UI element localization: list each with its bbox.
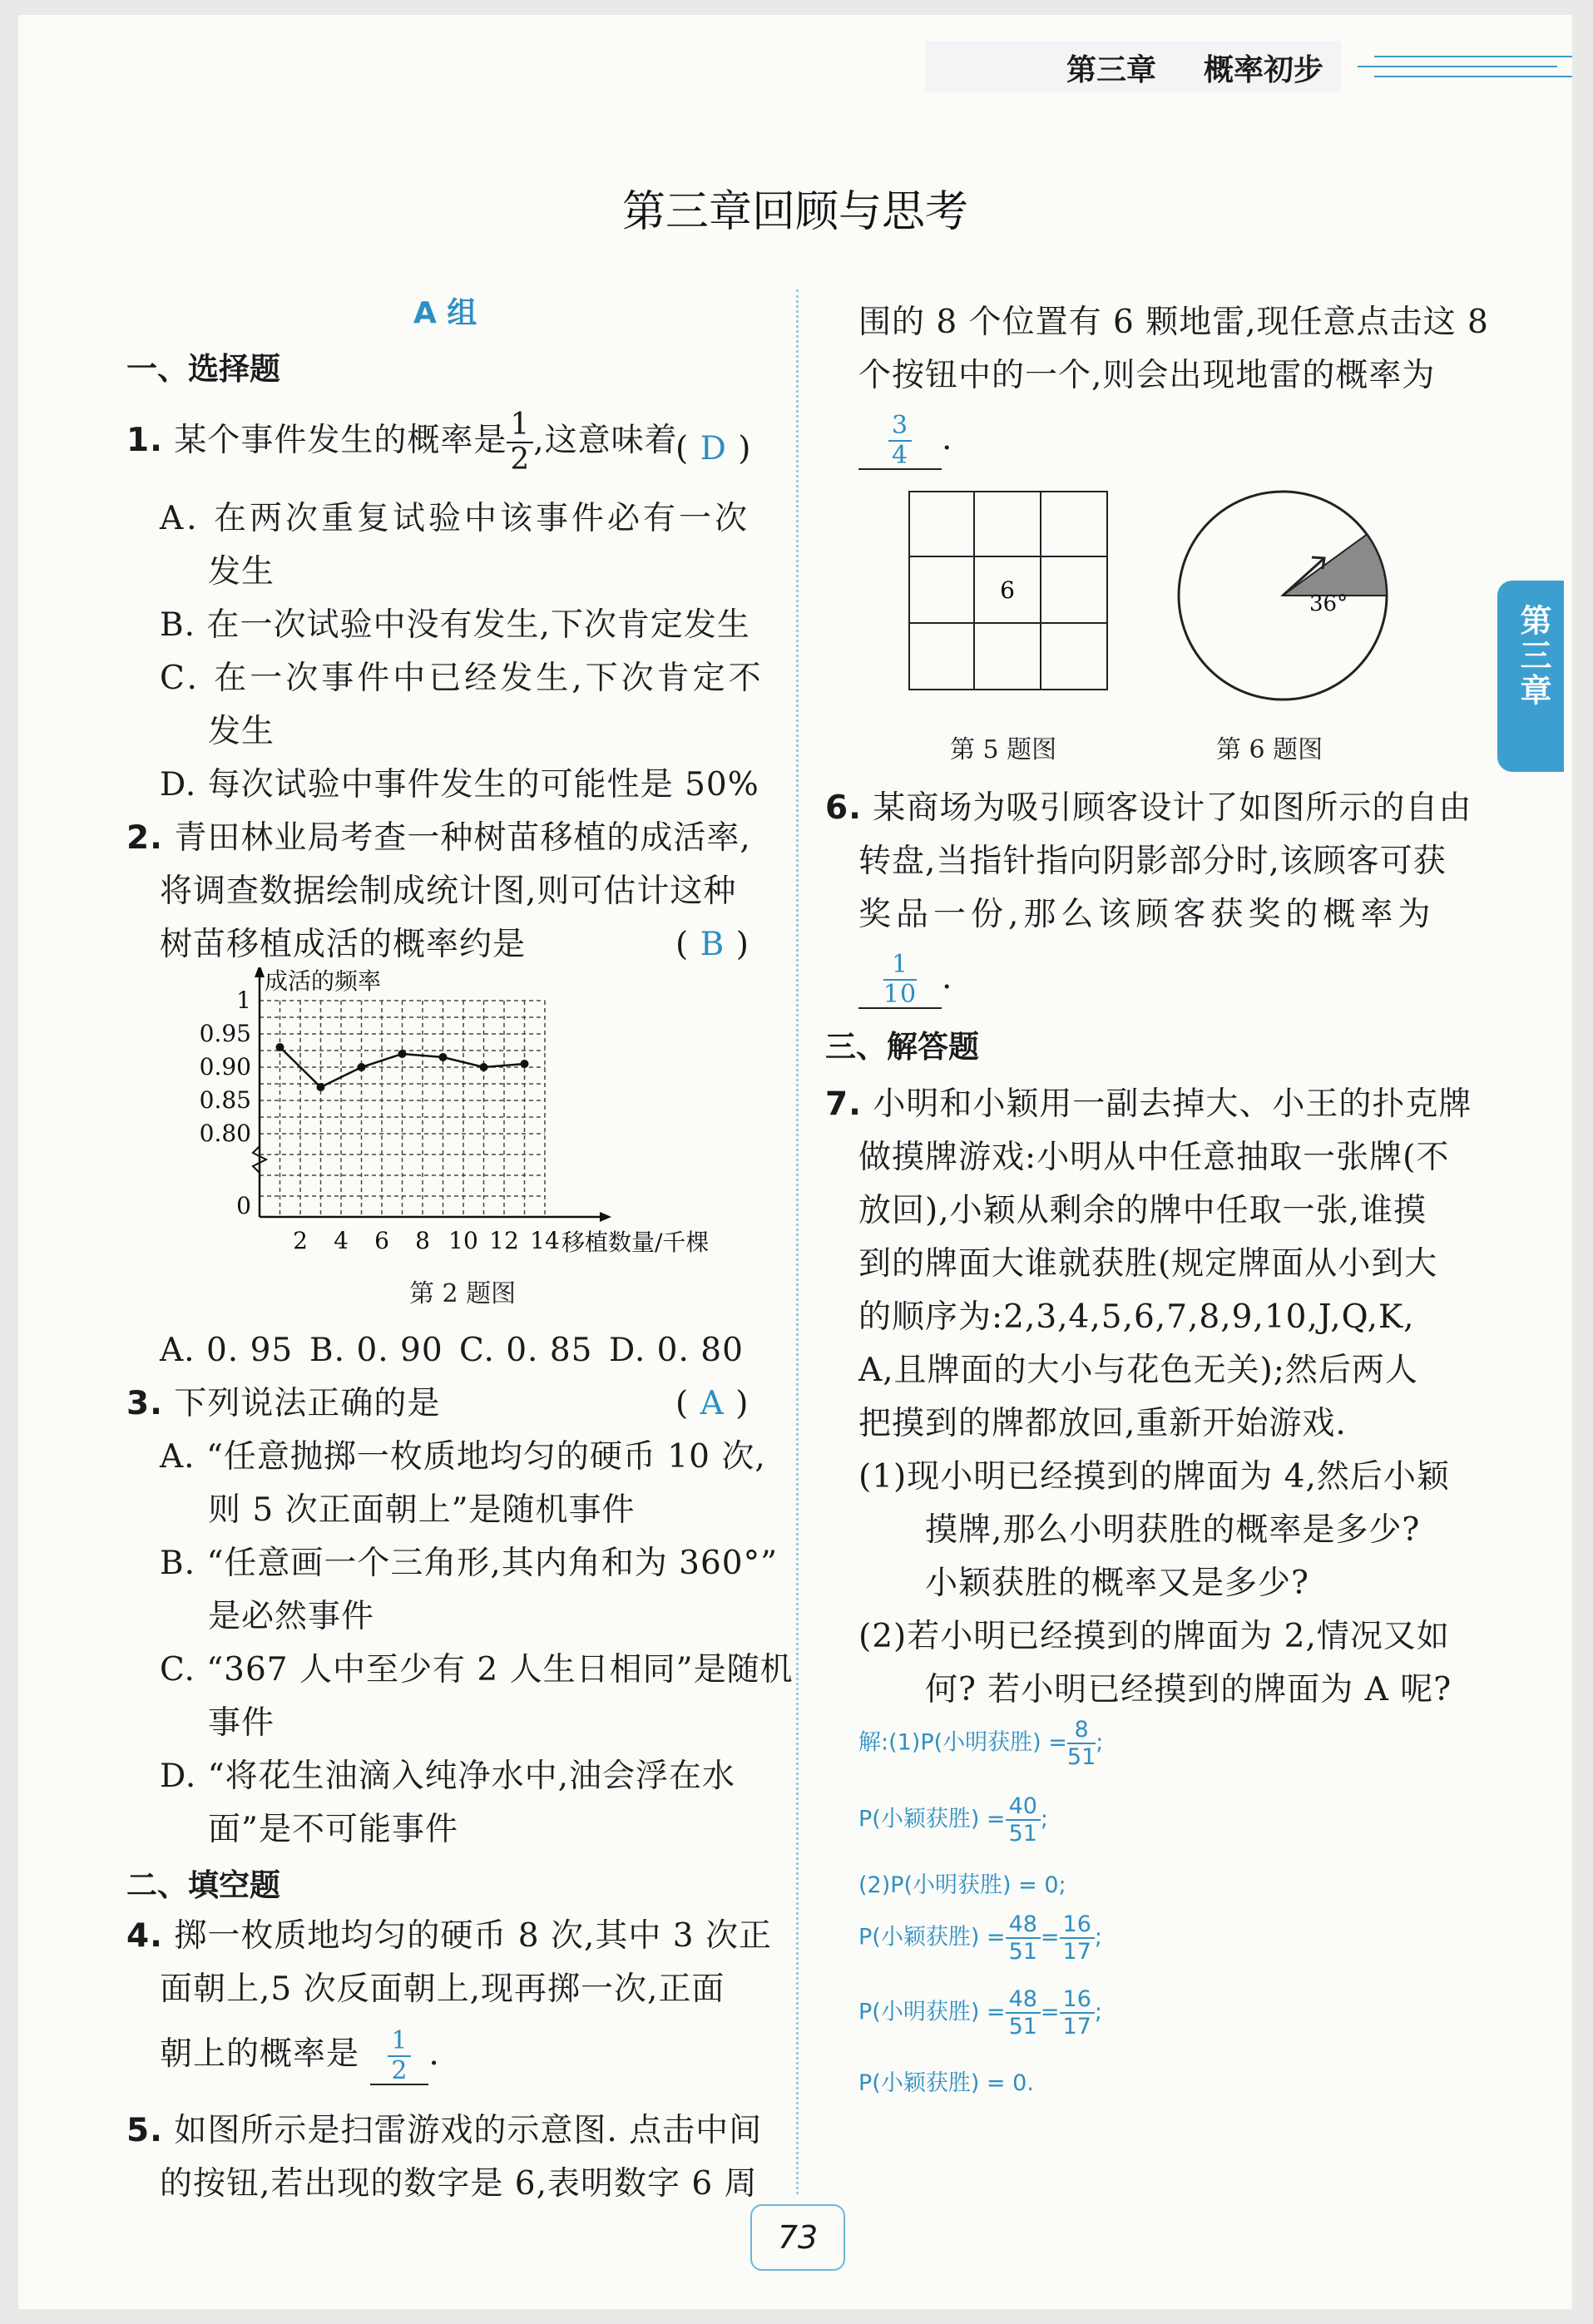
chart-x-tick-label: 14 [530,1227,560,1254]
solution-1-num: 8 [1067,1718,1096,1744]
q5-line-1: 如图所示是扫雷游戏的示意图. 点击中间 [174,2112,763,2149]
q5-stem-1 [126,2104,762,2158]
solution-line-3: (2)P(小明获胜) = 0; [858,1872,1066,1898]
chart-y-tick-label: 0.90 [199,1053,251,1080]
header-topic: 概率初步 [1204,53,1324,87]
q7-line-4: 到的牌面大谁就获胜(规定牌面从小到大 [858,1245,1438,1283]
spinner-shaded-sector [1283,535,1387,596]
header-bar [925,42,1572,91]
q1-option-d: D. 每次试验中事件发生的可能性是 50% [160,766,759,804]
q7-number: 7. [825,1085,862,1123]
solution-5-fraction-a [1006,1988,1041,2038]
q3-option-b-cont: 是必然事件 [208,1598,375,1635]
q1-frac-den: 2 [510,443,531,477]
grid-cell [975,624,1041,690]
solution-1-fraction [1067,1718,1096,1768]
section-solve: 三、解答题 [825,1029,979,1065]
q5-answer-blank [858,413,942,470]
q3-option-c-cont: 事件 [208,1704,275,1742]
q6-answer-line: $\frac{1}{10}$ . [858,952,952,1009]
q6-number: 6. [825,789,862,827]
solution-2-num: 40 [1006,1795,1041,1821]
q1-text: 某个事件发生的概率是 [174,422,507,459]
chart-x-tick-label: 2 [293,1227,308,1254]
solution-4-fraction-b [1060,1913,1095,1963]
solution-5-eq: = [1040,1999,1060,2025]
q7-line-2: 做摸牌游戏:小明从中任意抽取一张牌(不 [858,1139,1450,1176]
solution-1-den: 51 [1066,1744,1096,1770]
q4-stem-1 [126,1910,772,1963]
chart-data-point [276,1043,284,1051]
q3-option-a: A. “任意抛掷一枚质地均匀的硬币 10 次, [160,1438,766,1476]
q6-answer [883,952,917,1007]
chart-x-tick-label: 8 [415,1227,430,1254]
q3-answer-bracket: ( A ) [675,1385,750,1422]
q2-option-a: A. 0. 95 [160,1332,294,1369]
q4-answer [388,2026,411,2085]
chart-data-point [317,1083,325,1091]
page-title: 第三章回顾与思考 [621,187,968,237]
q6-ans-den: 10 [883,980,918,1009]
q7-stem-1 [825,1078,1472,1131]
section-choice: 一、选择题 [126,351,280,387]
q1-frac-num: 1 [507,410,533,443]
q5-grid-figure [908,491,1108,690]
q2-answer: B [700,926,725,963]
q4-line-2: 面朝上,5 次反面朝上,现再掷一次,正面 [160,1970,725,2008]
q6-stem-1 [825,782,1472,835]
solution-4-post: ; [1094,1924,1103,1951]
q7-line-7: 把摸到的牌都放回,重新开始游戏. [858,1405,1347,1442]
textbook-page [18,15,1572,2309]
solution-line-4 [858,1913,1102,1963]
q7-sub2-line-1: (2)若小明已经摸到的牌面为 2,情况又如 [858,1618,1450,1655]
solution-5-text: P(小明获胜) = [858,1999,1006,2025]
chapter-side-tab [1497,581,1564,772]
section-fill: 二、填空题 [126,1867,280,1903]
q1-number: 1. [126,422,163,459]
solution-2-den: 51 [1008,1821,1037,1847]
q3-answer: A [700,1385,725,1422]
q5-line-4: 个按钮中的一个,则会出现地雷的概率为 [858,357,1436,394]
chart-y-tick-label: 1 [236,986,251,1014]
chart-x-tick-label: 10 [448,1227,478,1254]
solution-4-den-b: 17 [1062,1939,1091,1965]
grid-cell [908,491,975,557]
solution-2-fraction [1006,1795,1041,1845]
q7-sub1-line-1: (1)现小明已经摸到的牌面为 4,然后小颖 [858,1458,1450,1496]
q4-ans-num: 1 [388,2029,411,2057]
q7-line-5: 的顺序为:2,3,4,5,6,7,8,9,10,J,Q,K, [858,1298,1415,1336]
q3-stem [126,1377,440,1431]
q7-line-1: 小明和小颖用一副去掉大、小王的扑克牌 [873,1085,1472,1123]
solution-5-post: ; [1094,1999,1103,2025]
q4-ans-den: 2 [391,2056,408,2085]
q2-caption: 第 2 题图 [409,1279,517,1308]
q7-sub2-line-2: 何? 若小明已经摸到的牌面为 A 呢? [925,1671,1452,1708]
q1-answer-bracket: ( D ) [675,430,752,467]
q2-number: 2. [126,819,163,857]
chart-data-point [358,1063,366,1071]
q7-sub1-line-3: 小颖获胜的概率又是多少? [925,1565,1309,1602]
q7-sub1-line-2: 摸牌,那么小明获胜的概率是多少? [925,1511,1421,1549]
q6-spinner-figure [1175,487,1391,704]
q1-option-b: B. 在一次试验中没有发生,下次肯定发生 [160,606,750,644]
solution-line-2 [858,1795,1048,1845]
q5-line-3: 围的 8 个位置有 6 颗地雷,现任意点击这 8 [858,304,1489,341]
grid-cell [1041,491,1108,557]
grid-cell [975,491,1041,557]
y-axis-arrow-icon [255,967,265,977]
page-number: 73 [777,2219,819,2256]
solution-line-1 [858,1718,1103,1768]
q4-line-1: 掷一枚质地均匀的硬币 8 次,其中 3 次正 [174,1917,772,1955]
q6-line-2: 转盘,当指针指向阴影部分时,该顾客可获 [858,843,1447,880]
solution-4-num-a: 48 [1006,1913,1041,1939]
solution-1-post: ; [1096,1729,1104,1756]
chart-data-point [480,1063,488,1071]
header-chapter: 第三章 [1066,53,1157,87]
solution-1-text: 解:(1)P(小明获胜) = [858,1729,1067,1756]
q5-line-2: 的按钮,若出现的数字是 6,表明数字 6 周 [160,2165,758,2203]
solution-5-den-b: 17 [1062,2014,1091,2040]
q5-number: 5. [126,2112,163,2149]
q5-answer-line: $\frac{3}{4}$ . [858,413,952,470]
q2-line-3: 树苗移植成活的概率约是 [160,926,527,963]
solution-5-num-b: 16 [1060,1988,1095,2014]
q1-option-a-cont: 发生 [208,553,275,591]
side-tab-label: 第三章 [1515,604,1551,709]
chart-data-point [439,1053,448,1061]
x-axis-arrow-icon [600,1212,611,1222]
q1-option-a: A. 在两次重复试验中该事件必有一次 [160,500,750,537]
q2-line-2: 将调查数据绘制成统计图,则可估计这种 [160,873,737,910]
chart-x-tick-label: 12 [489,1227,519,1254]
spinner-angle-label: 36° [1309,591,1348,616]
group-label: A 组 [413,296,477,330]
solution-5-fraction-b [1060,1988,1095,2038]
q5-answer [888,413,912,468]
solution-2-text: P(小颖获胜) = [858,1806,1006,1832]
q1-stem [126,410,678,475]
solution-4-eq: = [1040,1924,1060,1951]
q1-answer: D [700,430,727,467]
q3-option-d-cont: 面”是不可能事件 [208,1811,458,1848]
q6-ans-num: 1 [883,952,917,981]
q7-line-3: 放回),小颖从剩余的牌中任取一张,谁摸 [858,1192,1427,1229]
q2-answer-bracket: ( B ) [675,926,750,963]
chart-data-point [398,1050,407,1058]
grid-cell-center: 6 [975,557,1041,624]
solution-5-num-a: 48 [1006,1988,1041,2014]
solution-4-num-b: 16 [1060,1913,1095,1939]
q2-line-1: 青田林业局考查一种树苗移植的成活率, [174,819,751,857]
solution-5-den-a: 51 [1008,2014,1037,2040]
q3-number: 3. [126,1385,163,1422]
q6-line-3: 奖品一份,那么该顾客获奖的概率为 [858,896,1436,933]
grid-cell [1041,624,1108,690]
q3-text: 下列说法正确的是 [174,1385,441,1422]
chart-data-point [521,1060,529,1068]
q4-answer-blank [370,2028,428,2085]
q1-text-post: ,这意味着 [533,422,678,459]
solution-4-text: P(小颖获胜) = [858,1924,1006,1951]
q4-number: 4. [126,1917,163,1955]
chart-y-axis-title: 成活的频率 [265,967,382,995]
solution-line-6: P(小颖获胜) = 0. [858,2070,1034,2096]
solution-4-fraction-a [1006,1913,1041,1963]
q1-option-c-cont: 发生 [208,713,275,750]
q2-option-c: C. 0. 85 [459,1332,593,1369]
q3-option-b: B. “任意画一个三角形,其内角和为 360°” [160,1545,779,1582]
q1-fraction [507,410,533,475]
grid-cell [908,557,975,624]
q4-line-3-text: 朝上的概率是 [160,2035,360,2073]
solution-line-5 [858,1988,1102,2038]
q6-caption: 第 6 题图 [1216,735,1323,764]
q4-line-3: 朝上的概率是 $\frac{1}{2}$ . [160,2026,440,2085]
q6-line-1: 某商场为吸引顾客设计了如图所示的自由 [873,789,1472,827]
q5-ans-den: 4 [891,441,909,470]
q2-option-d: D. 0. 80 [609,1332,744,1369]
column-divider [796,289,799,2194]
q2-stem-1 [126,812,751,865]
q5-ans-num: 3 [888,413,912,442]
q2-option-b: B. 0. 90 [309,1332,443,1369]
grid-cell [908,624,975,690]
q5-caption: 第 5 题图 [950,735,1057,764]
page-number-box [750,2204,845,2271]
q2-line-chart [176,967,775,1267]
q1-option-c: C. 在一次事件中已经发生,下次肯定不 [160,660,764,697]
q3-option-c: C. “367 人中至少有 2 人生日相同”是随机 [160,1651,794,1689]
chart-y-tick-label: 0.95 [199,1020,251,1047]
q3-option-a-cont: 则 5 次正面朝上”是随机事件 [208,1491,636,1529]
chart-x-tick-label: 4 [334,1227,349,1254]
grid-cell [1041,557,1108,624]
q7-line-6: A,且牌面的大小与花色无关);然后两人 [858,1352,1418,1389]
q3-option-d: D. “将花生油滴入纯净水中,油会浮在水 [160,1758,736,1795]
solution-4-den-a: 51 [1008,1939,1037,1965]
chart-y-tick-label: 0 [236,1192,251,1219]
chart-x-tick-label: 6 [374,1227,389,1254]
chart-y-tick-label: 0.85 [199,1086,251,1114]
chart-x-axis-title: 移植数量/千棵 [562,1229,710,1256]
q6-answer-blank [858,952,942,1009]
solution-2-post: ; [1040,1806,1049,1832]
chart-y-tick-label: 0.80 [199,1120,251,1147]
